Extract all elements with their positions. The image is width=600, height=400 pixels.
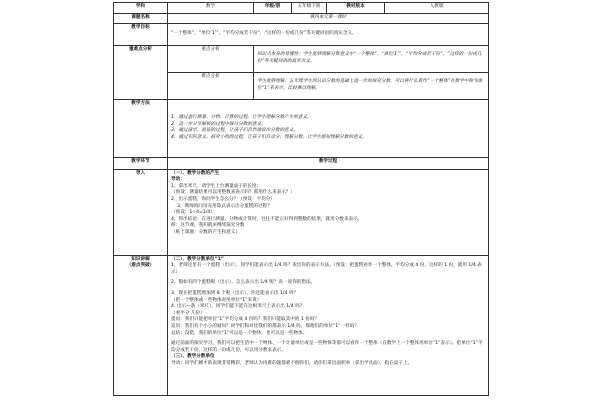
goals-row — [114, 23, 489, 45]
key-analysis-row — [114, 45, 489, 72]
explain-line: 2、假如有四个蛋糕呢（出示），怎么表示出 1/4 呢？说一说你的想法。 — [171, 280, 316, 286]
grade-label: 年级/册 — [254, 3, 292, 14]
explain-row — [114, 255, 489, 395]
explain-line: 4. 出示—条（米尺），同学们能不能在这根米尺上表示出 1/4 吗？ — [171, 304, 305, 310]
goals-label: 教学目标 — [114, 23, 168, 45]
difficulty-analysis-row — [114, 72, 489, 99]
stage-header: 教学环节 — [114, 157, 168, 169]
analysis-label: 重难点分析 — [114, 45, 168, 99]
method-item: 2．进一步分享解析的过程中探讨分数的意义。 — [171, 121, 266, 127]
intro-line: （预设：1÷4=1/4） — [171, 210, 215, 216]
explain-line: 1、老师这里有一个蛋糕（出示），同学们能表示出 1/4 吗？说出你的表示方法。（预设：把蛋糕看作一个整体，平均分成 4 份，这样的 1 份，就用 1/4 表示） — [171, 263, 482, 275]
lesson-title-value: 第四单元第一课时 — [168, 14, 489, 24]
intro-content — [168, 169, 489, 255]
intro-line: 1、拿出米尺，请学生上台测量桌子的长度： — [171, 183, 262, 189]
intro-row — [114, 169, 489, 255]
explain-line: 通过前面的探究学习，我们可以把生活中一个物体、一个计量单位或是一些物体等都可以看作一个整体（在数学上一个整体用单位“1”表示）。把单位“1”平均分成若干份，这样的一份或几份，可以用分数来表示。 — [171, 341, 483, 353]
process-header-row — [114, 157, 489, 169]
explain-label: 知识讲解 — [131, 256, 150, 262]
lesson-plan-page — [113, 2, 488, 398]
textbook-value: 人教版 — [385, 3, 489, 14]
lesson-plan-table — [113, 2, 489, 396]
method-item: 3．通过演示、验证的过程，让孩子们自然地说出分数的意义。 — [171, 128, 298, 134]
intro-line: 2、出示蛋糕，询问学生怎么分？（预设：平均分） — [171, 196, 275, 202]
grade-value: 五年级下册 — [292, 3, 327, 14]
process-header: 教学过程 — [168, 157, 489, 169]
intro-line: 4、得出结论：在进行测量、分物或计算时，往往不能正好得到整数的结果，就用分数来表示。 — [171, 216, 363, 222]
difficulty-text: 学生能够理解：五年级学生的认识分数的基础上进一步的探究分数，可以将什么看作“一个整体”在数学中称为单位“1”来表示，比较难以理解。 — [254, 72, 489, 99]
explain-line: （看平分 几份） — [171, 310, 205, 316]
title-row — [114, 14, 489, 24]
intro-line: 导动： — [171, 177, 185, 183]
methods-row — [114, 99, 489, 157]
intro-line: （贴上课题：分数的产生和意义） — [171, 229, 240, 235]
methods-label: 教学方法 — [114, 99, 168, 157]
explain-section-title: （二）、教学分数单位“1” — [171, 256, 224, 262]
explain-content — [168, 255, 489, 395]
goals-text: “一个整体”，“单位‘1’”，“平均分成若干份”，“这样的一份或几份”等关键词语的真实含义。 — [168, 23, 489, 45]
explain-section-title: （三）、教学分数单位 — [171, 354, 215, 360]
explain-line: 提问：我们只能把单位“1”平均分成 4 份吗？我们只能取其中的 1 份吗？ — [171, 317, 319, 323]
explain-line: 追问：我们有个小小的疑问？同学们和对比我们的都表示 1/4 吗，那他们的单位“1”一样吗？ — [171, 323, 359, 329]
explain-line: （把一个整体或一些物体说用单位“1”来说） — [171, 297, 262, 303]
intro-line: 3、教师询问哥壳用算式表示出分蛋糕的过程？ — [177, 203, 272, 209]
method-item: 4．通过实际意义、研究小组的过程，让孩子们自动分、理解分数，让学生感知理解分数的意义。 — [171, 134, 367, 140]
explain-sublabel: （难点突破） — [126, 263, 155, 269]
key-text: 知识点本身的易懂性：学生能够理解分数意义中“一个整体”，“单位‘1’”，“平均分成若干份”，“这样的一份或几份”等关键词语的真实含义。 — [254, 45, 489, 72]
explain-line: 总结：没错，我们的单位“1”可以是一个物体，也可以是一些物体。 — [171, 330, 308, 336]
subject-label: 学科 — [114, 3, 168, 14]
intro-line: （预设：测量结果可以用整数来表示吗？那用什么来表示？） — [171, 190, 296, 196]
method-item: 1．通过进行测量、分物、计算的过程，让学生理解分数产生的意义。 — [171, 114, 312, 120]
intro-line: 师：这节课，我们就来继续探究分数 — [171, 223, 245, 229]
intro-label: 导入 — [114, 169, 168, 255]
key-label: 重点分析 — [168, 45, 254, 72]
explain-label-cell — [114, 255, 168, 395]
header-row — [114, 3, 489, 14]
explain-line: 导动：同学们刚才的表现非常精彩，老师认为再难的题都难不倒你们，请你们拿出面积单（拿出学具面），指在桌子上。 — [171, 360, 413, 366]
intro-section-title: （一）、教学分数的产生 — [171, 170, 220, 176]
explain-line: 3、现在把蛋糕增加到 8 个呢（出示），你还能表示出 1/4 吗？ — [171, 290, 299, 296]
lesson-title-label: 课题名称 — [114, 14, 168, 24]
textbook-label: 教材版本 — [327, 3, 385, 14]
methods-list — [168, 99, 489, 157]
difficulty-label: 难点分析 — [168, 72, 254, 99]
subject-value: 数学 — [168, 3, 254, 14]
